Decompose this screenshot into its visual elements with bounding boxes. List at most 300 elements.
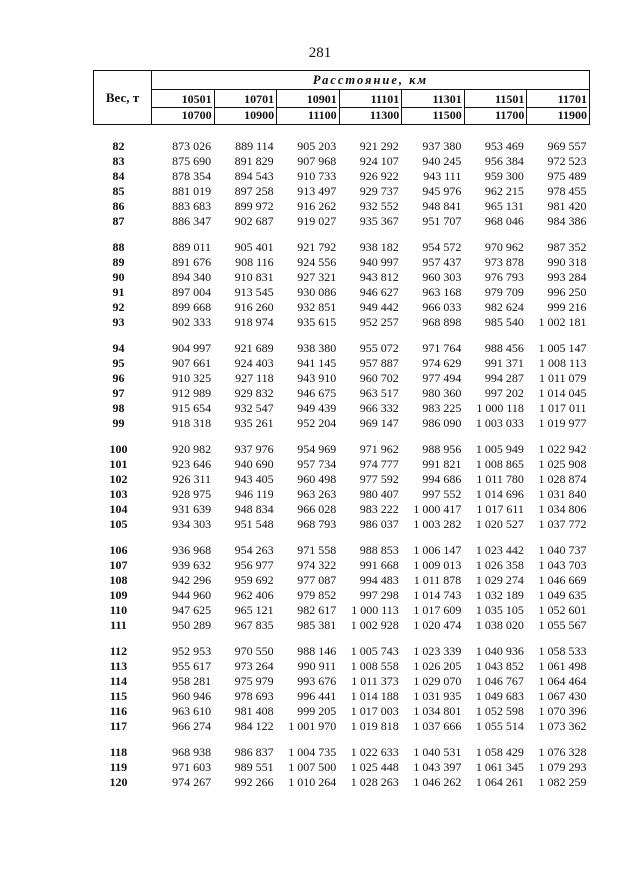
table-row	[94, 199, 590, 214]
table-row	[94, 386, 590, 401]
table-row	[94, 543, 590, 558]
tariff-value-cell: 1 011 079	[538, 371, 587, 385]
tariff-value-cell: 921 292	[359, 139, 399, 153]
tariff-value-cell: 1 022 633	[350, 745, 399, 759]
tariff-value-cell: 1 079 293	[538, 760, 587, 774]
tariff-value-cell: 991 668	[359, 558, 399, 572]
tariff-value-cell: 946 119	[235, 487, 274, 501]
tariff-value-cell: 974 629	[422, 356, 462, 370]
tariff-value-cell: 947 625	[172, 603, 212, 617]
tariff-value-cell: 975 489	[547, 169, 587, 183]
table-row	[94, 154, 590, 169]
tariff-value-cell: 969 147	[359, 416, 399, 430]
tariff-value-cell: 937 380	[422, 139, 462, 153]
table-row	[94, 255, 590, 270]
range-from: 11701	[557, 91, 587, 106]
tariff-value-cell: 902 687	[234, 214, 274, 228]
tariff-value-cell: 1 011 373	[351, 674, 399, 688]
range-to: 11700	[465, 107, 525, 123]
tariff-value-cell: 1 028 874	[538, 472, 587, 486]
weight-cell: 103	[109, 487, 128, 501]
tariff-value-cell: 1 017 609	[413, 603, 462, 617]
range-from: 11501	[495, 91, 525, 106]
tariff-value-cell: 996 441	[297, 689, 337, 703]
weight-cell: 116	[109, 704, 128, 718]
tariff-value-cell: 932 851	[297, 300, 337, 314]
table-row	[94, 603, 590, 618]
tariff-value-cell: 1 029 070	[413, 674, 462, 688]
tariff-value-cell: 1 028 263	[350, 775, 399, 789]
tariff-value-cell: 1 020 527	[475, 517, 524, 531]
tariff-value-cell: 955 072	[359, 341, 399, 355]
tariff-value-cell: 916 260	[234, 300, 274, 314]
tariff-value-cell: 970 550	[234, 644, 274, 658]
tariff-value-cell: 926 922	[359, 169, 399, 183]
tariff-value-cell: 979 852	[297, 588, 337, 602]
page-number: 281	[308, 45, 332, 61]
tariff-value-cell: 974 777	[359, 457, 399, 471]
tariff-value-cell: 924 107	[359, 154, 399, 168]
group-spacer	[94, 532, 590, 543]
tariff-value-cell: 959 692	[234, 573, 274, 587]
tariff-value-cell: 986 037	[359, 517, 399, 531]
tariff-value-cell: 978 693	[234, 689, 274, 703]
tariff-value-cell: 997 298	[359, 588, 399, 602]
tariff-value-cell: 1 032 189	[475, 588, 524, 602]
group-spacer	[94, 330, 590, 341]
tariff-value-cell: 938 182	[359, 240, 399, 254]
tariff-value-cell: 1 006 147	[413, 543, 462, 557]
tariff-value-cell: 923 646	[172, 457, 212, 471]
tariff-value-cell: 935 261	[234, 416, 274, 430]
tariff-value-cell: 1 031 840	[538, 487, 587, 501]
table-row	[94, 689, 590, 704]
tariff-value-cell: 940 997	[359, 255, 399, 269]
spacer-cell	[94, 734, 590, 745]
tariff-value-cell: 982 617	[297, 603, 337, 617]
tariff-value-cell: 1 025 448	[350, 760, 399, 774]
weight-cell: 82	[112, 139, 125, 153]
tariff-value-cell: 897 004	[172, 285, 212, 299]
weight-cell: 108	[109, 573, 128, 587]
distance-range-header	[277, 90, 340, 125]
tariff-value-cell: 965 121	[234, 603, 274, 617]
weight-cell: 85	[112, 184, 125, 198]
tariff-value-cell: 907 968	[297, 154, 337, 168]
tariff-value-cell: 891 676	[172, 255, 212, 269]
tariff-value-cell: 963 517	[359, 386, 399, 400]
tariff-value-cell: 1 014 188	[350, 689, 399, 703]
tariff-value-cell: 1 082 259	[538, 775, 587, 789]
weight-cell: 96	[112, 371, 125, 385]
distance-range-header	[339, 90, 402, 125]
table-row	[94, 573, 590, 588]
tariff-value-cell: 1 043 397	[413, 760, 462, 774]
tariff-value-cell: 957 734	[297, 457, 337, 471]
tariff-value-cell: 1 008 558	[350, 659, 399, 673]
tariff-value-cell: 994 287	[484, 371, 524, 385]
tariff-value-cell: 993 676	[297, 674, 337, 688]
tariff-value-cell: 948 841	[422, 199, 462, 213]
tariff-value-cell: 988 146	[297, 644, 337, 658]
tariff-value-cell: 977 494	[422, 371, 462, 385]
tariff-value-cell: 991 371	[484, 356, 524, 370]
tariff-value-cell: 908 116	[235, 255, 274, 269]
tariff-value-cell: 1 000 113	[351, 603, 399, 617]
table-row	[94, 270, 590, 285]
tariff-value-cell: 941 145	[297, 356, 337, 370]
tariff-value-cell: 1 019 977	[538, 416, 587, 430]
tariff-value-cell: 977 087	[297, 573, 337, 587]
tariff-value-cell: 1 046 767	[475, 674, 524, 688]
tariff-value-cell: 1 052 601	[538, 603, 587, 617]
tariff-value-cell: 883 683	[172, 199, 212, 213]
tariff-value-cell: 994 483	[359, 573, 399, 587]
tariff-value-cell: 951 707	[422, 214, 462, 228]
tariff-value-cell: 1 005 147	[538, 341, 587, 355]
range-to: 11300	[340, 107, 400, 123]
tariff-value-cell: 1 064 261	[475, 775, 524, 789]
distance-group-header: Расстояние, км	[152, 71, 590, 90]
tariff-table	[93, 70, 590, 790]
tariff-value-cell: 965 131	[484, 199, 524, 213]
tariff-value-cell: 910 831	[234, 270, 274, 284]
tariff-value-cell: 1 058 533	[538, 644, 587, 658]
tariff-value-cell: 975 979	[234, 674, 274, 688]
weight-cell: 84	[112, 169, 125, 183]
tariff-value-cell: 985 381	[297, 618, 337, 632]
tariff-value-cell: 1 073 362	[538, 719, 587, 733]
tariff-value-cell: 932 547	[234, 401, 274, 415]
tariff-value-cell: 915 654	[172, 401, 212, 415]
weight-cell: 92	[112, 300, 125, 314]
tariff-value-cell: 966 274	[172, 719, 212, 733]
tariff-value-cell: 957 437	[422, 255, 462, 269]
weight-cell: 120	[109, 775, 128, 789]
range-from: 10901	[306, 91, 337, 106]
table-row	[94, 487, 590, 502]
tariff-value-cell: 962 215	[484, 184, 524, 198]
distance-range-header	[464, 90, 527, 125]
table-row	[94, 760, 590, 775]
tariff-value-cell: 921 792	[297, 240, 337, 254]
tariff-value-cell: 946 627	[359, 285, 399, 299]
weight-cell: 113	[109, 659, 128, 673]
group-spacer	[94, 734, 590, 745]
tariff-value-cell: 1 014 045	[538, 386, 587, 400]
distance-range-header	[214, 90, 277, 125]
tariff-value-cell: 986 837	[234, 745, 274, 759]
tariff-value-cell: 935 615	[297, 315, 337, 329]
tariff-value-cell: 920 982	[172, 442, 212, 456]
weight-cell: 97	[112, 386, 125, 400]
tariff-value-cell: 936 968	[172, 543, 212, 557]
tariff-value-cell: 955 617	[172, 659, 212, 673]
tariff-value-cell: 1 058 429	[475, 745, 524, 759]
tariff-value-cell: 1 034 806	[538, 502, 587, 516]
tariff-value-cell: 1 020 474	[413, 618, 462, 632]
tariff-value-cell: 944 960	[172, 588, 212, 602]
table-row	[94, 341, 590, 356]
weight-cell: 106	[109, 543, 128, 557]
tariff-value-cell: 954 572	[422, 240, 462, 254]
tariff-value-cell: 1 067 430	[538, 689, 587, 703]
tariff-value-cell: 1 040 531	[413, 745, 462, 759]
tariff-value-cell: 1 009 013	[413, 558, 462, 572]
range-from: 11301	[432, 91, 462, 106]
tariff-value-cell: 940 245	[422, 154, 462, 168]
table-row	[94, 315, 590, 330]
tariff-value-cell: 919 027	[297, 214, 337, 228]
tariff-value-cell: 1 000 118	[476, 401, 524, 415]
group-spacer	[94, 431, 590, 442]
tariff-value-cell: 1 004 735	[288, 745, 337, 759]
tariff-value-cell: 932 552	[359, 199, 399, 213]
tariff-value-cell: 1 043 852	[475, 659, 524, 673]
table-row	[94, 775, 590, 790]
tariff-value-cell: 928 975	[172, 487, 212, 501]
tariff-value-cell: 1 014 743	[413, 588, 462, 602]
tariff-value-cell: 954 969	[297, 442, 337, 456]
weight-cell: 88	[112, 240, 125, 254]
tariff-value-cell: 962 406	[234, 588, 274, 602]
tariff-value-cell: 992 266	[234, 775, 274, 789]
weight-cell: 119	[109, 760, 128, 774]
tariff-value-cell: 990 318	[547, 255, 587, 269]
tariff-value-cell: 982 624	[484, 300, 524, 314]
tariff-value-cell: 1 040 737	[538, 543, 587, 557]
tariff-value-cell: 971 962	[359, 442, 399, 456]
table-row	[94, 472, 590, 487]
tariff-value-cell: 988 956	[422, 442, 462, 456]
weight-cell: 112	[109, 644, 128, 658]
tariff-value-cell: 1 055 514	[475, 719, 524, 733]
tariff-value-cell: 966 028	[297, 502, 337, 516]
weight-cell: 102	[109, 472, 128, 486]
tariff-value-cell: 994 686	[422, 472, 462, 486]
tariff-value-cell: 958 281	[172, 674, 212, 688]
spacer-cell	[94, 229, 590, 240]
tariff-value-cell: 974 267	[172, 775, 212, 789]
weight-cell: 104	[109, 502, 128, 516]
distance-range-header	[152, 90, 215, 125]
weight-cell: 115	[109, 689, 128, 703]
tariff-value-cell: 990 911	[297, 659, 337, 673]
tariff-value-cell: 979 709	[484, 285, 524, 299]
weight-cell: 110	[109, 603, 128, 617]
table-row	[94, 502, 590, 517]
tariff-value-cell: 1 049 683	[475, 689, 524, 703]
tariff-value-cell: 997 202	[484, 386, 524, 400]
tariff-value-cell: 894 340	[172, 270, 212, 284]
range-from: 10501	[181, 91, 212, 106]
tariff-value-cell: 1 046 262	[413, 775, 462, 789]
range-to: 10700	[152, 107, 212, 123]
tariff-value-cell: 1 019 818	[350, 719, 399, 733]
tariff-value-cell: 954 263	[234, 543, 274, 557]
weight-cell: 89	[112, 255, 125, 269]
tariff-value-cell: 1 002 181	[538, 315, 587, 329]
tariff-value-cell: 981 420	[547, 199, 587, 213]
spacer-cell	[94, 633, 590, 644]
tariff-value-cell: 935 367	[359, 214, 399, 228]
weight-cell: 86	[112, 199, 125, 213]
tariff-value-cell: 905 203	[297, 139, 337, 153]
weight-cell: 90	[112, 270, 125, 284]
tariff-value-cell: 969 557	[547, 139, 587, 153]
tariff-value-cell: 1 008 113	[538, 356, 587, 370]
tariff-value-cell: 1 002 928	[350, 618, 399, 632]
tariff-value-cell: 950 289	[172, 618, 212, 632]
tariff-value-cell: 984 122	[234, 719, 274, 733]
table-header	[94, 71, 590, 125]
tariff-value-cell: 904 997	[172, 341, 212, 355]
table-row	[94, 184, 590, 199]
tariff-value-cell: 988 456	[484, 341, 524, 355]
tariff-value-cell: 942 296	[172, 573, 212, 587]
tariff-value-cell: 918 974	[234, 315, 274, 329]
tariff-value-cell: 918 318	[172, 416, 212, 430]
tariff-value-cell: 1 011 878	[413, 573, 462, 587]
range-to: 11900	[527, 107, 587, 123]
group-spacer	[94, 633, 590, 644]
tariff-value-cell: 946 675	[297, 386, 337, 400]
tariff-value-cell: 953 469	[484, 139, 524, 153]
tariff-value-cell: 889 114	[235, 139, 274, 153]
table-row	[94, 401, 590, 416]
tariff-value-cell: 963 168	[422, 285, 462, 299]
weight-cell: 101	[109, 457, 128, 471]
tariff-value-cell: 924 403	[234, 356, 274, 370]
tariff-value-cell: 1 005 949	[475, 442, 524, 456]
tariff-value-cell: 945 976	[422, 184, 462, 198]
tariff-value-cell: 926 311	[172, 472, 212, 486]
weight-cell: 94	[112, 341, 125, 355]
tariff-value-cell: 1 001 970	[288, 719, 337, 733]
table-row	[94, 745, 590, 760]
weight-cell: 118	[109, 745, 128, 759]
tariff-value-cell: 980 407	[359, 487, 399, 501]
range-from: 10701	[244, 91, 275, 106]
tariff-value-cell: 973 878	[484, 255, 524, 269]
weight-cell: 109	[109, 588, 128, 602]
tariff-value-cell: 997 552	[422, 487, 462, 501]
tariff-value-cell: 1 037 666	[413, 719, 462, 733]
tariff-value-cell: 902 333	[172, 315, 212, 329]
tariff-value-cell: 960 946	[172, 689, 212, 703]
tariff-value-cell: 938 380	[297, 341, 337, 355]
tariff-value-cell: 1 003 033	[475, 416, 524, 430]
weight-cell: 98	[112, 401, 125, 415]
table-row	[94, 285, 590, 300]
tariff-value-cell: 987 352	[547, 240, 587, 254]
tariff-value-cell: 963 263	[297, 487, 337, 501]
tariff-value-cell: 889 011	[172, 240, 212, 254]
tariff-value-cell: 1 017 611	[476, 502, 524, 516]
tariff-value-cell: 949 439	[297, 401, 337, 415]
tariff-value-cell: 1 029 274	[475, 573, 524, 587]
tariff-value-cell: 913 545	[234, 285, 274, 299]
table-row	[94, 457, 590, 472]
tariff-value-cell: 977 592	[359, 472, 399, 486]
range-to: 10900	[215, 107, 275, 123]
tariff-value-cell: 939 632	[172, 558, 212, 572]
weight-cell: 117	[109, 719, 128, 733]
tariff-value-cell: 1 008 865	[475, 457, 524, 471]
weight-cell: 111	[110, 618, 127, 632]
tariff-value-cell: 963 610	[172, 704, 212, 718]
tariff-value-cell: 1 049 635	[538, 588, 587, 602]
tariff-value-cell: 875 690	[172, 154, 212, 168]
group-spacer	[94, 125, 590, 140]
tariff-value-cell: 957 887	[359, 356, 399, 370]
tariff-value-cell: 899 972	[234, 199, 274, 213]
tariff-value-cell: 1 038 020	[475, 618, 524, 632]
table-row	[94, 674, 590, 689]
table-row	[94, 169, 590, 184]
tariff-value-cell: 986 090	[422, 416, 462, 430]
tariff-value-cell: 1 037 772	[538, 517, 587, 531]
tariff-value-cell: 943 405	[234, 472, 274, 486]
table-row	[94, 704, 590, 719]
tariff-value-cell: 943 910	[297, 371, 337, 385]
tariff-value-cell: 886 347	[172, 214, 212, 228]
distance-range-header	[402, 90, 465, 125]
tariff-value-cell: 971 603	[172, 760, 212, 774]
tariff-value-cell: 1 023 339	[413, 644, 462, 658]
tariff-value-cell: 929 737	[359, 184, 399, 198]
table-row	[94, 240, 590, 255]
table-body	[94, 125, 590, 791]
tariff-value-cell: 1 003 282	[413, 517, 462, 531]
tariff-value-cell: 1 055 567	[538, 618, 587, 632]
tariff-value-cell: 929 832	[234, 386, 274, 400]
tariff-value-cell: 1 007 500	[288, 760, 337, 774]
tariff-value-cell: 993 284	[547, 270, 587, 284]
tariff-value-cell: 1 070 396	[538, 704, 587, 718]
tariff-value-cell: 891 829	[234, 154, 274, 168]
tariff-value-cell: 1 031 935	[413, 689, 462, 703]
weight-cell: 99	[112, 416, 125, 430]
tariff-value-cell: 1 061 498	[538, 659, 587, 673]
tariff-value-cell: 971 764	[422, 341, 462, 355]
tariff-value-cell: 952 204	[297, 416, 337, 430]
tariff-value-cell: 989 551	[234, 760, 274, 774]
tariff-value-cell: 983 225	[422, 401, 462, 415]
tariff-value-cell: 924 556	[297, 255, 337, 269]
tariff-value-cell: 943 111	[423, 169, 462, 183]
tariff-value-cell: 952 953	[172, 644, 212, 658]
spacer-cell	[94, 125, 590, 140]
weight-cell: 95	[112, 356, 125, 370]
tariff-value-cell: 968 938	[172, 745, 212, 759]
tariff-value-cell: 910 733	[297, 169, 337, 183]
tariff-value-cell: 978 455	[547, 184, 587, 198]
tariff-value-cell: 949 442	[359, 300, 399, 314]
header-row-top	[94, 71, 590, 90]
tariff-value-cell: 930 086	[297, 285, 337, 299]
tariff-value-cell: 910 325	[172, 371, 212, 385]
tariff-value-cell: 1 026 205	[413, 659, 462, 673]
tariff-value-cell: 878 354	[172, 169, 212, 183]
weight-cell: 107	[109, 558, 128, 572]
tariff-value-cell: 966 332	[359, 401, 399, 415]
range-to: 11100	[277, 107, 337, 123]
tariff-value-cell: 960 498	[297, 472, 337, 486]
tariff-value-cell: 881 019	[172, 184, 212, 198]
tariff-value-cell: 927 321	[297, 270, 337, 284]
group-spacer	[94, 229, 590, 240]
